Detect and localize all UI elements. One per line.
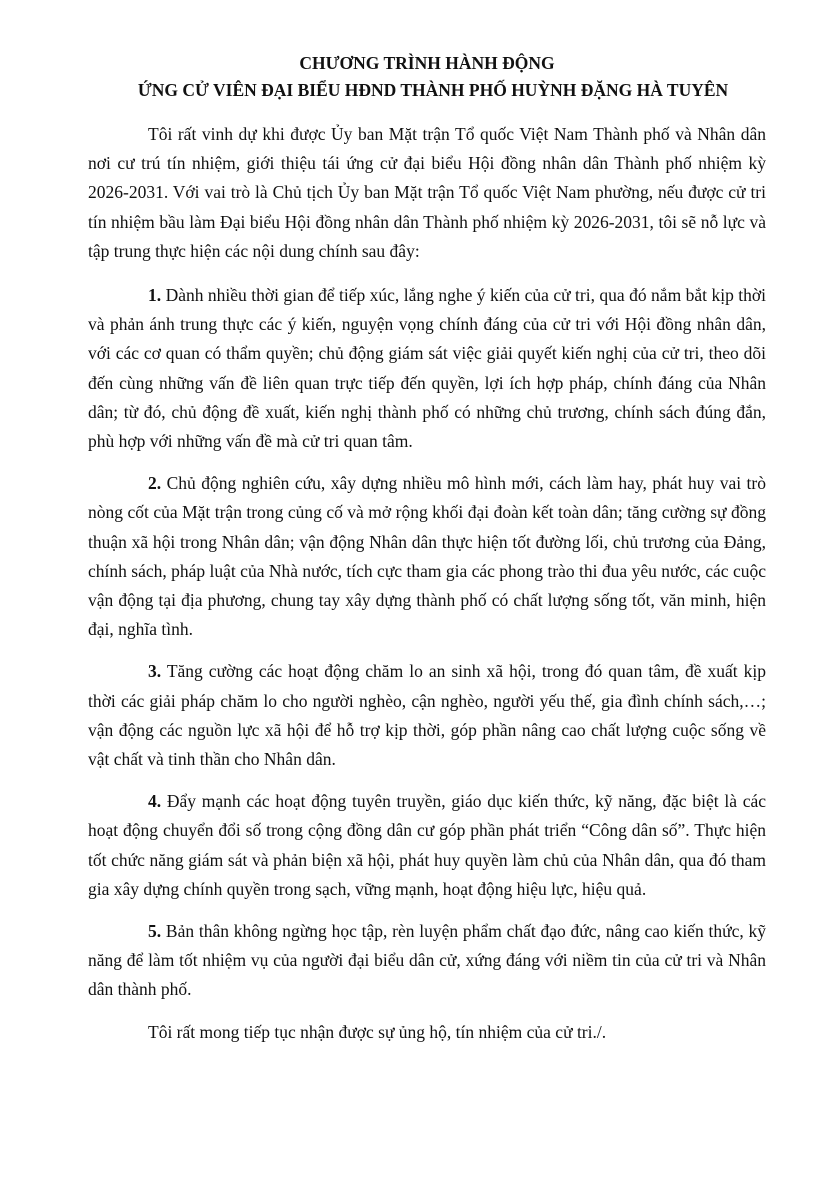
action-item-2 (88, 469, 766, 644)
title-line-2: ỨNG CỬ VIÊN ĐẠI BIỂU HĐND THÀNH PHỐ HUỲNH ĐẶNG HÀ TUYÊN (137, 80, 729, 100)
item-text: Đẩy mạnh các hoạt động tuyên truyền, giáo dục kiến thức, kỹ năng, đặc biệt là các hoạt động chuyển đổi số trong cộng đồng dân cư góp phần phát triển “Công dân số”. Thực hiện tốt chức năng giám sát và phản biện xã hội, phát huy quyền làm chủ của Nhân dân, qua đó tham gia xây dựng chính quyền trong sạch, vững mạnh, hoạt động hiệu lực, hiệu quả. (88, 791, 767, 899)
item-number: 5. (148, 921, 162, 942)
item-text: Dành nhiều thời gian để tiếp xúc, lắng nghe ý kiến của cử tri, qua đó nắm bắt kịp thời và phản ánh trung thực các ý kiến, nguyện vọng chính đáng của cử tri với Hội đồng nhân dân, với các cơ quan có thẩm quyền; chủ động giám sát việc giải quyết kiến nghị của cử tri, theo dõi đến cùng những vấn đề liên quan trực tiếp đến quyền, lợi ích hợp pháp, chính đáng của Nhân dân; từ đó, chủ động đề xuất, kiến nghị thành phố có những chủ trương, chính sách đúng đắn, phù hợp với những vấn đề mà cử tri quan tâm. (88, 285, 766, 452)
action-item-4 (88, 787, 766, 904)
closing-paragraph: Tôi rất mong tiếp tục nhận được sự ủng hộ, tín nhiệm của cử tri./. (148, 1021, 607, 1042)
title-line-1: CHƯƠNG TRÌNH HÀNH ĐỘNG (299, 53, 555, 73)
item-number: 2. (148, 473, 162, 494)
action-item-3 (88, 657, 766, 774)
item-text: Chủ động nghiên cứu, xây dựng nhiều mô hình mới, cách làm hay, phát huy vai trò nòng cốt của Mặt trận trong củng cố và mở rộng khối đại đoàn kết toàn dân; tăng cường sự đồng thuận xã hội trong Nhân dân; vận động Nhân dân thực hiện tốt đường lối, chủ trương của Đảng, chính sách, pháp luật của Nhà nước, tích cực tham gia các phong trào thi đua yêu nước, các cuộc vận động tại địa phương, chung tay xây dựng thành phố có chất lượng sống tốt, văn minh, hiện đại, nghĩa tình. (88, 473, 766, 640)
intro-paragraph: Tôi rất vinh dự khi được Ủy ban Mặt trận Tổ quốc Việt Nam Thành phố và Nhân dân nơi cư trú tín nhiệm, giới thiệu tái ứng cử đại biểu Hội đồng nhân dân Thành phố nhiệm kỳ 2026-2031. Với vai trò là Chủ tịch Ủy ban Mặt trận Tổ quốc Việt Nam phường, nếu được cử tri tín nhiệm bầu làm Đại biểu Hội đồng nhân dân Thành phố nhiệm kỳ 2026-2031, tôi sẽ nỗ lực và tập trung thực hiện các nội dung chính sau đây: (88, 124, 766, 261)
document-body (88, 120, 766, 1047)
item-text: Tăng cường các hoạt động chăm lo an sinh xã hội, trong đó quan tâm, đề xuất kịp thời các giải pháp chăm lo cho người nghèo, cận nghèo, người yếu thế, gia đình chính sách,…; vận động các nguồn lực xã hội để hỗ trợ kịp thời, góp phần nâng cao chất lượng cuộc sống về vật chất và tinh thần cho Nhân dân. (88, 661, 766, 770)
action-item-5 (88, 917, 766, 1005)
item-number: 1. (148, 285, 162, 306)
item-text: Bản thân không ngừng học tập, rèn luyện phẩm chất đạo đức, nâng cao kiến thức, kỹ năng để làm tốt nhiệm vụ của người đại biểu dân cử, xứng đáng với niềm tin của cử tri và Nhân dân thành phố. (88, 921, 766, 1000)
document-title (88, 50, 766, 104)
item-number: 4. (148, 791, 162, 812)
action-item-1 (88, 281, 766, 456)
item-number: 3. (148, 661, 162, 682)
